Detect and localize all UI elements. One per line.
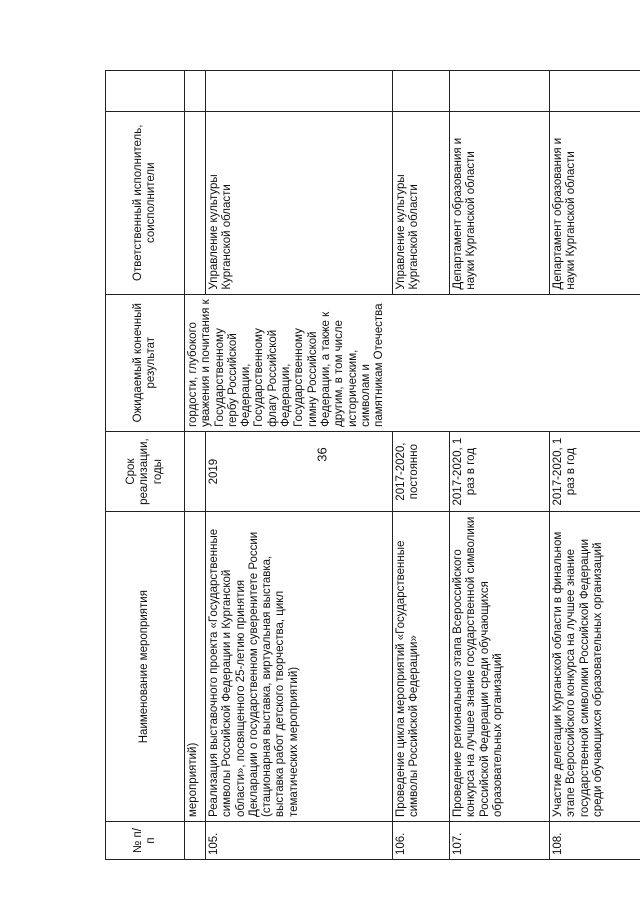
table-row: [450, 71, 550, 860]
header-num: № п/п: [106, 822, 185, 860]
cell-name: Проведение цикла мероприятий «Государственные символы Российской Федерации»: [393, 512, 450, 822]
cell-executor: Управление культуры Курганской области: [393, 111, 450, 294]
header-term: Срок реализации, годы: [106, 431, 185, 511]
cell-name: Участие делегации Курганской области в финальном этапе Всероссийского конкурса на лучшее знание государственной символики Российской Федерации среди обучающихся образовательных организаций: [550, 512, 640, 822]
cell-executor: Департамент образования и науки Курганской области: [450, 111, 550, 294]
cell-num: 106.: [393, 822, 450, 860]
table-header-row: [106, 71, 185, 860]
cell-executor: Департамент образования и науки Курганской области: [550, 111, 640, 294]
cell-term: 2017-2020, 1 раз в год: [450, 431, 550, 511]
cell-extra: [185, 71, 206, 112]
cell-term: 2019: [206, 431, 393, 511]
cell-extra: [550, 71, 640, 112]
cell-name: Реализация выставочного проекта «Государственные символы Российской Федерации и Курганской области», посвященного 25-летию принятия Декларации о государственном суверенитете России (стационарная выставка, виртуальная выставка, выставка работ детского творчества, цикл тематических мероприятий): [206, 512, 393, 822]
cell-extra: [206, 71, 393, 112]
cell-num: [185, 822, 206, 860]
cell-term: [185, 431, 206, 511]
cell-term: 2017-2020, 1 раз в год: [550, 431, 640, 511]
header-result: Ожидаемый конечный результат: [106, 294, 185, 431]
header-name: Наименование мероприятия: [106, 512, 185, 822]
cell-result: гордости, глубокого уважения и почитания к Государственному гербу Российской Федерации, Государственному флагу Российской Федерации, Государственному гимну Российской Федерации, а также к другим, в том числе историческим, символам и памятникам Отечества: [185, 294, 640, 431]
cell-executor: [185, 111, 206, 294]
cell-num: 107.: [450, 822, 550, 860]
cell-executor: Управление культуры Курганской области: [206, 111, 393, 294]
cell-num: 105.: [206, 822, 393, 860]
table-row: [393, 71, 450, 860]
header-extra: [106, 71, 185, 112]
cell-num: 108.: [550, 822, 640, 860]
cell-name: Проведение регионального этапа Всероссийского конкурса на лучшее знание государственной символики Российской Федерации среди обучающихся образовательных организаций: [450, 512, 550, 822]
header-executor: Ответственный исполнитель, соисполнители: [106, 111, 185, 294]
cell-extra: [393, 71, 450, 112]
table-row: [550, 71, 640, 860]
cell-extra: [450, 71, 550, 112]
cell-term: 2017-2020, постоянно: [393, 431, 450, 511]
rotated-table-container: [105, 70, 640, 860]
page-number: 36: [314, 447, 330, 462]
measures-table: [105, 70, 640, 860]
table-row: [206, 71, 393, 860]
cell-name: мероприятий): [185, 512, 206, 822]
table-row-continuation: [185, 71, 206, 860]
